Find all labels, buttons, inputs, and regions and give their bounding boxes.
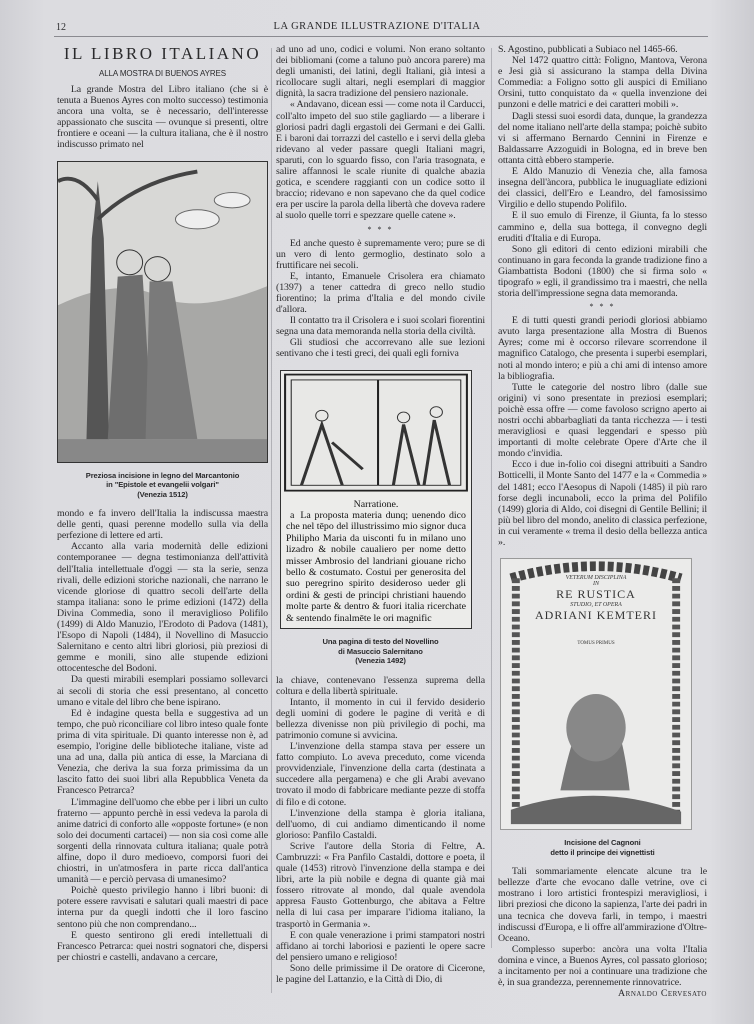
figure-caption-novellino: Una pagina di testo del Novellino di Masuccio Salernitano (Venezia 1492) (322, 637, 439, 665)
column-3: S. Agostino, pubblicati a Subiaco nel 1465-66. Nel 1472 quattro città: Foligno, Mantova, Verona e Jesi già si assicurano la stampa della Divina Commedia: a Foligno sotto gli auspici di Emiliano Orsini, tutto conquistato da « quella invenzione dei punzoni e delle matrici e dei caratteri mobili ». Dagli stessi suoi esordi data, dunque, la grandezza del nome italiano nell'arte della stampa; poichè subito vi si affermano Bernardo Cennini in Firenze e Baldassarre Azzoguidi in Bologna, ed in breve ben ottanta città ebbero stamperie. E Aldo Manuzio di Venezia che, alla famosa insegna dell'àncora, pubblica le inuguagliate edizioni dei classici, dell'Ero e Leandro, del famosissimo Virgilio e dello stupendo Polifilo. E il suo emulo di Firenze, il Giunta, fa lo stesso cammino e, della sua bottega, il convegno degli eruditi d'Italia e di Europa. Sono gli editori di cento edizioni mirabili che continuano in gara feconda la grande tradizione fino a Giambattista Bodoni (1800) che si firma solo « tipografo » egli, il grandissimo tra i maestri, che nella storia dell'impressione segna data memoranda. * * * E di tutti questi grandi periodi gloriosi abbiamo avuto larga presentazione alla Mostra di Buenos Ayres; come mi è occorso rilevare scorrendone il magnifico Catalogo, che presenta i superbi esemplari, noti al mondo intero; e più a chi ami di intenso amore la bibliografia. Tutte le categorie del nostro libro (dalle sue origini) vi sono presentate in preziosi esemplari; poichè essa offre — come favoloso scrigno aperto ai nostri occhi abbarbagliati da tanta ricchezza — i testi meravigliosi e quasi leggendari e spesso più importanti di molte celebrate Opere d'Arte che il mondo c'invidia. Ecco i due in-folio coi disegni attribuiti a Sandro Botticelli, il Monte Santo del 1477 e la « Commedia » del 1481; ecco l'Aesopus di Napoli (1485) il più raro forse degli incunaboli, ecco la prima del Polifilo (1499) gloria di Aldo, coi disegni di Gentile Bellini; il più bel libro del mondo, anelito di classica perfezione, in cui veramente « trema il desio della bellezza antica ». VETERUM DISCIPLINA IN RE RUSTICA STUDIO, ET OPERA ADRIANI KEMTERI TOMUS PRIMUS Incisione del Cagnoni detto il principe dei vignettisti Tali sommariamente elencate alcune tra le bellezze d'arte che evocano dalle vetrine, ove ci mostrano i loro artistici frontespizi meravigliosi, i libri preziosi che dicono la sapienza, l'arte dei padri in una tecnica che doveva farli, in tempo, i maestri indiscussi d'Europa, e li offre all'ammirazione d'Oltre-Oceano. Complesso superbo: ancòra una volta l'Italia domina e vince, a Buenos Ayres, col passato glorioso; a incitamento per noi a continuare una tradizione che è, in sua grandezza, perennemente rinnovatrice. Arnaldo Cervesato (498, 44, 707, 1000)
novellino-woodcut (281, 371, 471, 496)
article-subtitle: ALLA MOSTRA DI BUENOS AYRES (99, 69, 226, 78)
header-rule (54, 36, 708, 37)
column-divider (491, 48, 492, 948)
running-head: LA GRANDE ILLUSTRAZIONE D'ITALIA (273, 21, 481, 32)
page-number: 12 (56, 22, 66, 33)
section-separator: * * * (367, 224, 394, 234)
column-1: IL LIBRO ITALIANO ALLA MOSTRA DI BUENOS AYRES La grande Mostra del Libro italiano (che si è tenuta a Buenos Ayres con molto successo) testimonia ancora una volta, se è necessario, dell'interesse appassionato che suscita — ovunque si presenti, oltre frontiere e oceani — la cultura italiana, che è il nostro indiscusso primato nel Preziosa incisione in legno del Marcantonio in "Epistole et evangelii volgari" (Venezia 1512) mondo e fa invero dell'Italia la indiscussa maestra delle genti, quasi perenne modello sulla via della perfezione di lettere ed arti. Accanto alla varia modernità delle edizioni contemporanee — degna testimonianza dell'attività dell'Italia intellettuale d'oggi — sta la serie, senza rivali, delle edizioni storiche nazionali, che narrano le vicende gloriose di quattro secoli dell'arte della stampa italiana: sono le prime edizioni (1472) della Divina Commedia, sono il meraviglioso Polifilo (1499) di Aldo Manuzio, l'Erodoto di Padova (1481), l'Esopo di Napoli (1484), il Novellino di Masuccio Salernitano e cento altri libri gloriosi, più preziosi di gemme e monili, sino alle stupende edizioni ottocentesche del Bodoni. Da questi mirabili esemplari possiamo sollevarci ai secoli di storia che essi presentano, al concetto umano e vitale del libro che bene ispirano. Ed è indagine questa bella e suggestiva ad un tempo, che può riconciliare col libro inteso quale fonte prima di vita spirituale. Di quanto interesse non è, ad esempio, l'origine delle biblioteche italiane, viste ad una ad una, dalla più antica di esse, la Marciana di Venezia, che deriva la sua forza primissima da un lascito fatto dei suoi libri alla Repubblica Veneta da Francesco Petrarca? L'immagine dell'uomo che ebbe per i libri un culto fraterno — appunto perchè in essi vedeva la parola di anime datrici di conforto alle «opposte fortune» (e non solo dei documenti cartacei) — non sia così come alle sorgenti della rinnovata cultura italiana; quale potrà alfine, dopo il duro medioevo, comporsi fuori dei chiostri, in un'atmosfera in parte ricca dall'antica umanità — e perciò pervasa di umanesimo? Poichè questo privilegio hanno i libri buoni: di potere essere ravvisati e salutari quali maestri di pace interna pur da quegli indotti che il loro fascino sentono più che non comprendano... E questo sentirono gli eredi intellettuali di Francesco Petrarca: quei nostri sognatori che, dispersi per chiostri e castelli, andavano a cercare, (57, 44, 268, 963)
column-divider (271, 48, 272, 993)
frontispiece-title-block: VETERUM DISCIPLINA IN RE RUSTICA STUDIO, ET OPERA ADRIANI KEMTERI TOMUS PRIMUS (535, 575, 657, 647)
woodcut-marcantonio-figure (57, 161, 268, 463)
re-rustica-frontispiece-figure (500, 558, 692, 830)
intro-paragraph: La grande Mostra del Libro italiano (che si è tenuta a Buenos Ayres con molto successo) testimonia ancora una volta, se è necessario, dell'interesse appassionato che suscita — ovunque si presenti, oltre frontiere e oceani — la cultura italiana, che è il nostro indiscusso primato nel (57, 84, 268, 151)
novellino-text: Narratione. a La proposta materia dunq; uenendo dico che nel tēpo del illustrissimo mio signor duca Philipho Maria da uisconti fu in milano uno lizadro & nobile caualiero per nome detto misser Ambrosio del landriani giouane richo bello & costumato. Costui per generosita del suo peregrino spirito desideroso ueder gli ordini & gesti de principi christiani hauendo molte parte & dentro & fuori italia ricerchate & sentendo finalmēte le ori magnific (286, 498, 466, 624)
novellino-page-figure (280, 370, 472, 629)
article-title: IL LIBRO ITALIANO (63, 44, 262, 63)
woodcut-illustration (58, 162, 267, 462)
column-2: ad uno ad uno, codici e volumi. Non erano soltanto dei bibliomani (come a taluno può ancora parere) ma degli umanisti, dei latini, degli Italiani, già intesi a ricollocare sugli altari, negli esemplari di maggior dignità, la sacra tradizione del pensiero nazionale. « Andavano, dicean essi — come nota il Carducci, coll'alto impeto del suo stile gagliardo — a liberare i gloriosi padri dagli ergastoli dei Germani e dei Galli. E i baroni dai torrazzi del castello e i servi della gleba ridevano al veder passare quegli Italiani magri, sparuti, con lo sguardo fisso, con l'aria trasognata, e salire affannosi le scale riunite di qualche abazia gotica, e scendere raggianti con un codice sotto il braccio; ridevano e non sapevano che da quel codice era per uscire la parola della libertà che doveva radere al suolo quelle torri e spezzare quelle catene ». * * * Ed anche questo è supremamente vero; pure se di un vero di lento germoglio, destinato solo a fruttificare nei secoli. E, intanto, Emanuele Crisolera era chiamato (1397) a tener cattedra di greco nello studio fiorentino; la prima d'Italia e del mondo civile d'allora. Il contatto tra il Crisolera e i suoi scolari fiorentini segna una data memoranda nella storia della civiltà. Gli studiosi che accorrevano alle sue lezioni sentivano che i testi greci, dei quali egli forniva Narratione. a La proposta materia dunq; uenendo dico che nel tēpo del illustrissimo mio signor duca Philipho Maria da uisconti fu in milano uno lizadro & nobile caualiero per nome detto misser Ambrosio del landriani giouane richo bello & costumato. Costui per generosita del suo peregrino spirito desideroso ueder gli ordini & gesti de principi christiani hauendo molte parte & dentro & fuori italia ricerchate & sentendo finalmēte le ori magnific Una pagina di testo del Novellino di Masuccio Salernitano (Venezia 1492) la chiave, contenevano l'essenza suprema della coltura e della libertà spirituale. Intanto, il momento in cui il fervido desiderio degli uomini di godere le pagine di verità e di bellezza divenisse non più privilegio di pochi, ma patrimonio comune si avvicina. L'invenzione della stampa stava per essere un fatto compiuto. Lo aveva preceduto, come vicenda provvidenziale, l'invenzione della carta (destinata a succedere alla pergamena) e che gli Arabi avevano trovato il modo di fabbricare mediante pezze di stoffa di filo e di cotone. L'invenzione della stampa è gloria italiana, dell'uomo, di cui andiamo dimenticando il nome glorioso: Panfilo Castaldi. Scrive l'autore della Storia di Feltre, A. Cambruzzi: « Fra Panfilo Castaldi, dottore e poeta, il quale (1453) ritrovò l'invenzione della stampa e dei libri, arte la più nobile e degna di quante già mai fossero ritrovate al mondo, dal quale avendola appresa Fausto Gottenburgo, che abitava a Feltre nella di lui casa per imparare l'idioma italiano, la trasportò in Germania ». E con quale venerazione i primi stampatori nostri affidano ai torchi laboriosi e pazienti le opere sacre del pensiero umano e religioso! Sono delle primissime il De oratore di Cicerone, le pagine del Lattanzio, e la Città di Dio, di (276, 44, 485, 986)
figure-caption-cagnoni: Incisione del Cagnoni detto il principe dei vignettisti (550, 838, 655, 857)
section-separator: * * * (589, 302, 616, 312)
figure-caption-marcantonio: Preziosa incisione in legno del Marcantonio in "Epistole et evangelii volgari" (Venezia 1512) (85, 470, 240, 499)
author-signature: Arnaldo Cervesato (618, 988, 707, 1000)
